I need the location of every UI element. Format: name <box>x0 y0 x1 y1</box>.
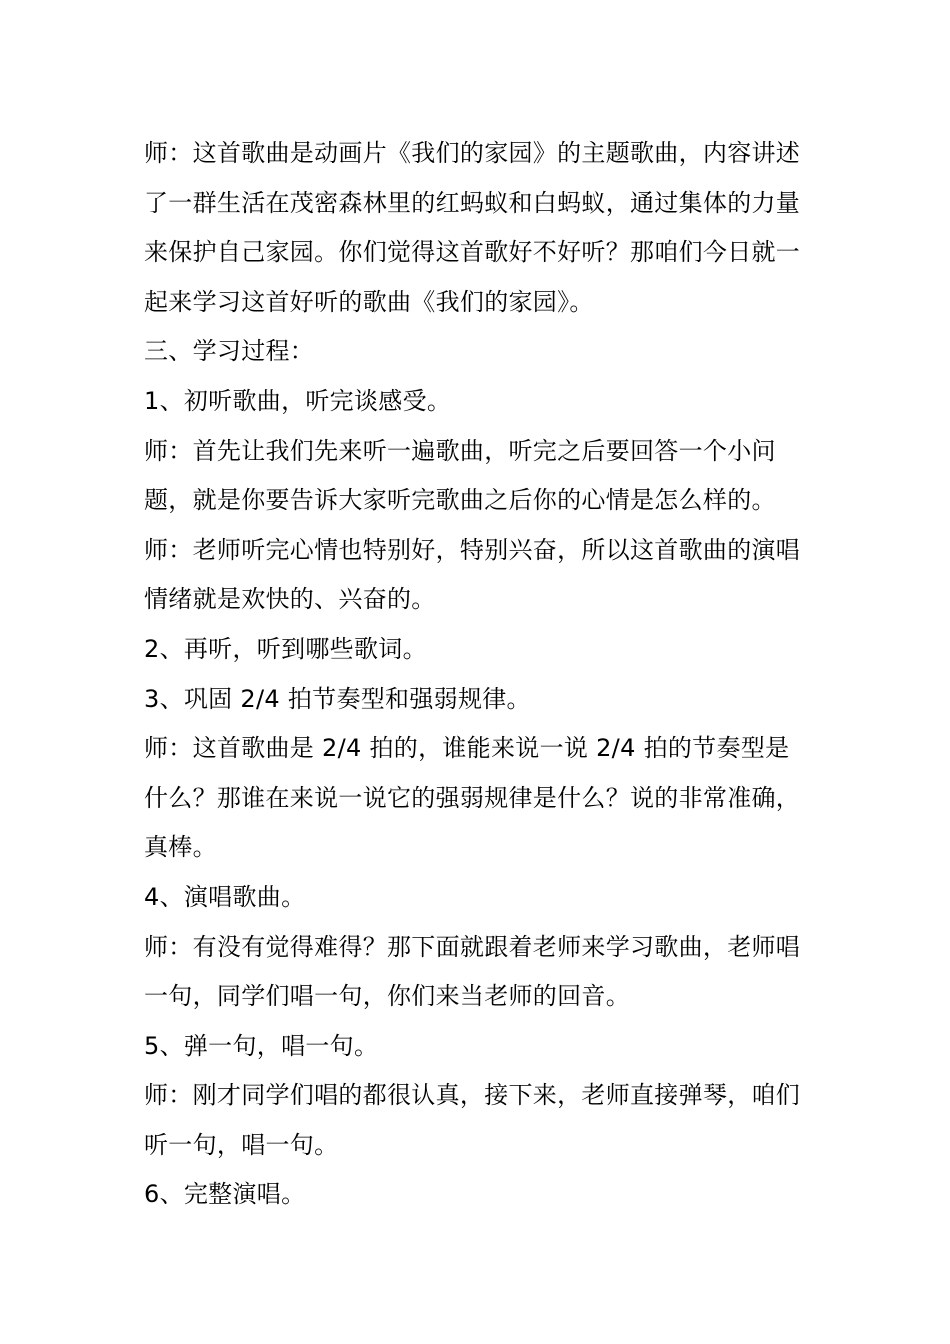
section-heading-learning-process: 三、学习过程： <box>144 337 315 366</box>
step-2: 2、再听，听到哪些歌词。 <box>144 634 427 663</box>
step-1: 1、初听歌曲，听完谈感受。 <box>144 386 452 415</box>
paragraph-teacher-3: 师：这首歌曲是 2/4 拍的，谁能来说一说 2/4 拍的节奏型是什么？那谁在来说一说它的强弱规律是什么？说的非常准确，真棒。 <box>144 734 801 862</box>
paragraph-teacher-4: 师：有没有觉得难得？那下面就跟着老师来学习歌曲，老师唱一句，同学们唱一句，你们来当老师的回音。 <box>144 932 801 1011</box>
paragraph-teacher-5: 师：刚才同学们唱的都很认真，接下来，老师直接弹琴，咱们听一句，唱一句。 <box>144 1081 801 1159</box>
step-5: 5、弹一句，唱一句。 <box>144 1031 379 1060</box>
document-body <box>144 129 808 1220</box>
paragraph-teacher-2: 师：老师听完心情也特别好，特别兴奋，所以这首歌曲的演唱情绪就是欢快的、兴奋的。 <box>144 535 801 614</box>
step-3: 3、巩固 2/4 拍节奏型和强弱规律。 <box>144 684 531 713</box>
step-4: 4、演唱歌曲。 <box>144 882 306 911</box>
paragraph-teacher-1: 师：首先让我们先来听一遍歌曲，听完之后要回答一个小问题，就是你要告诉大家听完歌曲之后你的心情是怎么样的。 <box>144 436 776 515</box>
step-6: 6、完整演唱。 <box>144 1180 306 1209</box>
paragraph-intro: 师：这首歌曲是动画片《我们的家园》的主题歌曲，内容讲述了一群生活在茂密森林里的红蚂蚁和白蚂蚁，通过集体的力量来保护自己家园。你们觉得这首歌好不好听？那咱们今日就一起来学习这首好听的歌曲《我们的家园》。 <box>144 139 801 316</box>
